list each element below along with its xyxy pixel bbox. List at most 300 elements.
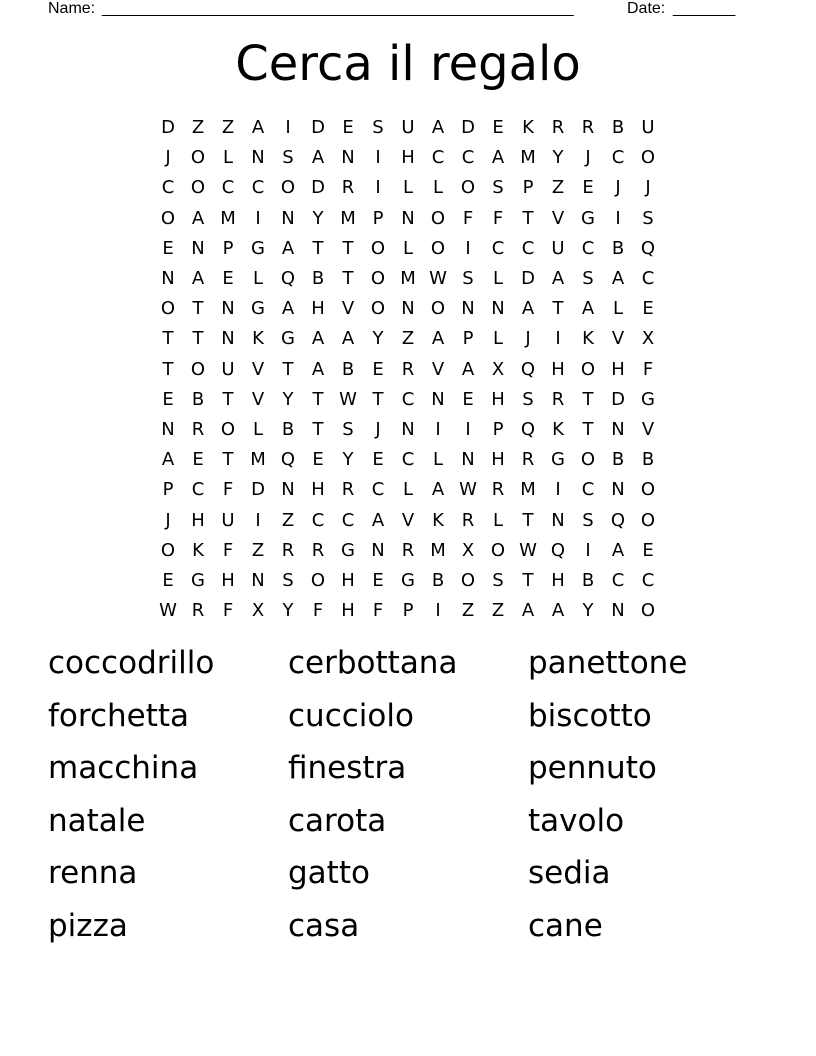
grid-letter: N (461, 298, 475, 320)
grid-letter: T (522, 569, 534, 591)
grid-letter: E (162, 237, 174, 259)
grid-letter: N (461, 449, 475, 471)
grid-letter: K (192, 539, 204, 561)
grid-letter: E (372, 569, 384, 591)
grid-letter: U (221, 358, 235, 380)
grid-letter: H (611, 358, 625, 380)
grid-letter: O (580, 358, 596, 380)
grid-letter: B (611, 237, 625, 259)
grid-row (153, 294, 663, 324)
grid-letter: C (641, 569, 655, 591)
grid-letter: O (370, 237, 386, 259)
grid-letter: S (642, 207, 654, 229)
grid-letter: C (401, 449, 415, 471)
grid-letter: N (611, 479, 625, 501)
date-blank-line: _______ (673, 0, 736, 17)
grid-letter: N (191, 237, 205, 259)
grid-letter: S (462, 268, 474, 290)
grid-row (153, 264, 663, 294)
word-list-item: gatto (288, 855, 370, 892)
grid-letter: D (311, 117, 325, 139)
grid-letter: G (551, 449, 565, 471)
grid-letter: B (581, 569, 595, 591)
grid-letter: R (191, 418, 205, 440)
grid-letter: Q (280, 268, 296, 290)
grid-letter: O (430, 298, 446, 320)
grid-letter: E (162, 388, 174, 410)
grid-letter: G (191, 569, 205, 591)
grid-letter: V (431, 358, 445, 380)
grid-letter: D (461, 117, 475, 139)
grid-letter: N (371, 539, 385, 561)
grid-letter: C (251, 177, 265, 199)
grid-letter: L (252, 418, 264, 440)
grid-letter: B (341, 358, 355, 380)
grid-letter: A (521, 298, 535, 320)
grid-letter: E (192, 449, 204, 471)
word-list (48, 640, 768, 956)
grid-letter: E (582, 177, 594, 199)
grid-letter: L (492, 268, 504, 290)
grid-letter: Z (551, 177, 565, 199)
grid-letter: T (522, 207, 534, 229)
grid-letter: I (435, 418, 441, 440)
grid-letter: R (491, 479, 505, 501)
grid-letter: H (221, 569, 235, 591)
grid-letter: E (372, 449, 384, 471)
grid-letter: C (641, 268, 655, 290)
grid-letter: J (165, 509, 171, 531)
grid-letter: O (460, 569, 476, 591)
grid-letter: P (372, 207, 384, 229)
grid-letter: A (281, 298, 295, 320)
grid-row (153, 324, 663, 354)
grid-letter: Y (282, 600, 294, 622)
grid-letter: Q (520, 358, 536, 380)
grid-letter: O (640, 509, 656, 531)
grid-letter: L (252, 268, 264, 290)
grid-row (153, 385, 663, 415)
grid-letter: V (341, 298, 355, 320)
grid-letter: E (342, 117, 354, 139)
grid-letter: T (312, 418, 324, 440)
grid-letter: Y (312, 207, 324, 229)
grid-letter: T (342, 237, 354, 259)
grid-letter: P (162, 479, 174, 501)
grid-letter: C (431, 147, 445, 169)
grid-letter: H (341, 569, 355, 591)
grid-row (153, 536, 663, 566)
grid-letter: N (611, 600, 625, 622)
grid-letter: E (372, 358, 384, 380)
grid-letter: B (641, 449, 655, 471)
grid-letter: N (251, 147, 265, 169)
grid-letter: Q (550, 539, 566, 561)
grid-letter: D (611, 388, 625, 410)
grid-letter: O (430, 207, 446, 229)
grid-row (153, 113, 663, 143)
grid-letter: C (191, 479, 205, 501)
grid-letter: B (191, 388, 205, 410)
grid-letter: N (161, 418, 175, 440)
grid-letter: T (312, 237, 324, 259)
grid-letter: N (341, 147, 355, 169)
grid-letter: S (372, 117, 384, 139)
grid-letter: A (191, 268, 205, 290)
grid-letter: A (341, 328, 355, 350)
grid-letter: I (285, 117, 291, 139)
grid-letter: O (640, 479, 656, 501)
grid-letter: B (311, 268, 325, 290)
grid-letter: V (611, 328, 625, 350)
grid-letter: N (281, 207, 295, 229)
grid-letter: G (281, 328, 295, 350)
grid-letter: N (161, 268, 175, 290)
grid-letter: H (551, 358, 565, 380)
grid-letter: Y (372, 328, 384, 350)
grid-letter: N (221, 328, 235, 350)
grid-letter: T (222, 388, 234, 410)
grid-letter: I (375, 177, 381, 199)
grid-letter: F (462, 207, 474, 229)
grid-letter: T (552, 298, 564, 320)
grid-letter: N (401, 418, 415, 440)
grid-letter: O (160, 539, 176, 561)
word-list-item: macchina (48, 750, 199, 787)
grid-letter: R (191, 600, 205, 622)
grid-letter: N (551, 509, 565, 531)
grid-letter: T (162, 358, 174, 380)
grid-letter: Z (461, 600, 475, 622)
grid-letter: U (401, 117, 415, 139)
grid-letter: L (402, 177, 414, 199)
grid-letter: J (615, 177, 621, 199)
grid-letter: S (282, 147, 294, 169)
grid-letter: F (222, 600, 234, 622)
grid-letter: O (190, 147, 206, 169)
grid-letter: A (431, 117, 445, 139)
grid-letter: V (401, 509, 415, 531)
grid-letter: P (462, 328, 474, 350)
grid-letter: C (611, 569, 625, 591)
grid-letter: C (491, 237, 505, 259)
grid-letter: S (282, 569, 294, 591)
grid-letter: Q (640, 237, 656, 259)
grid-letter: A (521, 600, 535, 622)
grid-letter: I (465, 237, 471, 259)
grid-letter: I (555, 479, 561, 501)
grid-letter: C (311, 509, 325, 531)
word-list-item: casa (288, 907, 360, 944)
grid-letter: V (251, 388, 265, 410)
grid-row (153, 143, 663, 173)
grid-letter: E (642, 298, 654, 320)
word-list-item: cerbottana (288, 645, 458, 681)
grid-letter: N (431, 388, 445, 410)
grid-letter: J (645, 177, 651, 199)
word-list-item: pizza (48, 907, 128, 944)
grid-letter: H (401, 147, 415, 169)
letter-grid (153, 113, 663, 626)
word-list-item: biscotto (528, 697, 652, 734)
grid-letter: T (342, 268, 354, 290)
grid-letter: I (585, 539, 591, 561)
grid-letter: A (281, 237, 295, 259)
grid-letter: F (642, 358, 654, 380)
grid-letter: K (552, 418, 564, 440)
grid-letter: E (222, 268, 234, 290)
grid-letter: N (401, 298, 415, 320)
grid-row (153, 355, 663, 385)
grid-letter: C (371, 479, 385, 501)
grid-letter: X (461, 539, 475, 561)
grid-letter: E (312, 449, 324, 471)
grid-letter: M (520, 479, 536, 501)
grid-letter: I (615, 207, 621, 229)
grid-letter: M (220, 207, 236, 229)
date-label: Date: (627, 0, 666, 17)
grid-letter: D (251, 479, 265, 501)
grid-letter: Y (342, 449, 354, 471)
grid-letter: S (492, 569, 504, 591)
grid-letter: A (551, 268, 565, 290)
grid-letter: H (491, 388, 505, 410)
grid-row (153, 173, 663, 203)
grid-letter: Y (282, 388, 294, 410)
grid-letter: H (341, 600, 355, 622)
grid-letter: X (641, 328, 655, 350)
grid-letter: T (522, 509, 534, 531)
grid-letter: R (521, 449, 535, 471)
grid-letter: G (251, 298, 265, 320)
grid-letter: A (191, 207, 205, 229)
grid-letter: R (341, 177, 355, 199)
word-list-item: natale (48, 802, 146, 839)
grid-letter: H (311, 479, 325, 501)
grid-letter: Q (610, 509, 626, 531)
grid-letter: C (221, 177, 235, 199)
grid-letter: Y (582, 600, 594, 622)
grid-letter: S (582, 268, 594, 290)
grid-letter: O (460, 177, 476, 199)
word-list-item: pennuto (528, 750, 657, 787)
grid-letter: Q (280, 449, 296, 471)
grid-letter: E (462, 388, 474, 410)
grid-letter: O (490, 539, 506, 561)
grid-letter: U (221, 509, 235, 531)
grid-letter: K (522, 117, 534, 139)
grid-row (153, 596, 663, 626)
grid-letter: L (612, 298, 624, 320)
grid-letter: O (430, 237, 446, 259)
grid-letter: N (611, 418, 625, 440)
grid-letter: R (401, 358, 415, 380)
grid-letter: R (401, 539, 415, 561)
grid-letter: D (311, 177, 325, 199)
grid-letter: P (522, 177, 534, 199)
grid-letter: I (255, 509, 261, 531)
grid-letter: G (251, 237, 265, 259)
grid-letter: C (461, 147, 475, 169)
grid-letter: I (465, 418, 471, 440)
grid-letter: C (521, 237, 535, 259)
grid-letter: D (161, 117, 175, 139)
grid-letter: O (370, 268, 386, 290)
grid-letter: V (551, 207, 565, 229)
grid-letter: B (611, 449, 625, 471)
grid-letter: N (221, 298, 235, 320)
grid-letter: O (310, 569, 326, 591)
grid-letter: L (432, 177, 444, 199)
grid-letter: R (581, 117, 595, 139)
grid-letter: T (312, 388, 324, 410)
grid-letter: O (280, 177, 296, 199)
grid-letter: P (222, 237, 234, 259)
grid-letter: W (459, 479, 477, 501)
page-title: Cerca il regalo (235, 36, 581, 92)
grid-letter: A (461, 358, 475, 380)
grid-letter: O (190, 177, 206, 199)
grid-letter: D (521, 268, 535, 290)
grid-letter: S (522, 388, 534, 410)
grid-letter: B (281, 418, 295, 440)
grid-letter: R (341, 479, 355, 501)
grid-letter: F (222, 539, 234, 561)
grid-letter: I (555, 328, 561, 350)
grid-letter: U (551, 237, 565, 259)
grid-letter: G (641, 388, 655, 410)
word-list-item: cucciolo (288, 697, 414, 734)
grid-letter: O (160, 298, 176, 320)
grid-letter: T (192, 328, 204, 350)
grid-letter: L (492, 328, 504, 350)
grid-letter: G (581, 207, 595, 229)
grid-letter: H (311, 298, 325, 320)
grid-letter: Q (520, 418, 536, 440)
grid-letter: S (582, 509, 594, 531)
grid-letter: L (492, 509, 504, 531)
grid-letter: Z (491, 600, 505, 622)
grid-letter: W (339, 388, 357, 410)
grid-letter: M (340, 207, 356, 229)
grid-letter: H (491, 449, 505, 471)
grid-row (153, 505, 663, 535)
grid-letter: J (165, 147, 171, 169)
grid-letter: A (551, 600, 565, 622)
name-label: Name: (48, 0, 96, 17)
grid-letter: G (341, 539, 355, 561)
grid-letter: T (282, 358, 294, 380)
grid-row (153, 234, 663, 264)
word-list-item: coccodrillo (48, 645, 215, 681)
grid-letter: V (641, 418, 655, 440)
grid-letter: L (222, 147, 234, 169)
grid-letter: U (641, 117, 655, 139)
grid-letter: H (191, 509, 205, 531)
grid-letter: W (159, 600, 177, 622)
grid-letter: F (372, 600, 384, 622)
grid-letter: V (251, 358, 265, 380)
header-line (48, 0, 748, 20)
grid-letter: F (492, 207, 504, 229)
grid-letter: R (551, 388, 565, 410)
grid-letter: E (162, 569, 174, 591)
grid-letter: T (582, 388, 594, 410)
grid-letter: M (400, 268, 416, 290)
grid-letter: K (582, 328, 594, 350)
grid-letter: A (311, 358, 325, 380)
grid-letter: X (491, 358, 505, 380)
grid-letter: P (402, 600, 414, 622)
grid-letter: E (492, 117, 504, 139)
grid-letter: L (402, 479, 414, 501)
grid-letter: Z (401, 328, 415, 350)
grid-letter: A (431, 328, 445, 350)
grid-row (153, 475, 663, 505)
grid-letter: T (222, 449, 234, 471)
grid-letter: O (580, 449, 596, 471)
grid-letter: Z (251, 539, 265, 561)
grid-letter: E (642, 539, 654, 561)
word-list-item: forchetta (48, 697, 190, 734)
grid-letter: A (611, 268, 625, 290)
grid-letter: O (160, 207, 176, 229)
grid-letter: O (370, 298, 386, 320)
grid-letter: S (342, 418, 354, 440)
grid-letter: I (375, 147, 381, 169)
grid-letter: T (582, 418, 594, 440)
grid-letter: L (402, 237, 414, 259)
grid-letter: R (461, 509, 475, 531)
grid-letter: A (611, 539, 625, 561)
grid-letter: N (281, 479, 295, 501)
grid-letter: M (520, 147, 536, 169)
grid-letter: J (525, 328, 531, 350)
grid-letter: Y (552, 147, 564, 169)
word-list-item: renna (48, 855, 138, 892)
word-list-item: carota (288, 802, 387, 839)
grid-letter: J (375, 418, 381, 440)
grid-letter: H (551, 569, 565, 591)
grid-letter: A (251, 117, 265, 139)
grid-letter: W (429, 268, 447, 290)
grid-letter: Z (221, 117, 235, 139)
grid-letter: W (519, 539, 537, 561)
grid-letter: T (372, 388, 384, 410)
grid-letter: A (311, 147, 325, 169)
grid-letter: I (255, 207, 261, 229)
grid-letter: P (492, 418, 504, 440)
grid-letter: T (162, 328, 174, 350)
grid-letter: B (611, 117, 625, 139)
grid-letter: M (430, 539, 446, 561)
grid-letter: C (161, 177, 175, 199)
grid-letter: C (401, 388, 415, 410)
grid-letter: T (192, 298, 204, 320)
grid-letter: A (581, 298, 595, 320)
grid-letter: N (401, 207, 415, 229)
grid-row (153, 415, 663, 445)
grid-letter: X (251, 600, 265, 622)
grid-letter: A (311, 328, 325, 350)
grid-letter: A (371, 509, 385, 531)
grid-letter: O (220, 418, 236, 440)
word-list-item: cane (528, 907, 603, 944)
grid-letter: O (190, 358, 206, 380)
word-list-item: sedia (528, 855, 611, 892)
grid-letter: A (161, 449, 175, 471)
grid-letter: C (341, 509, 355, 531)
